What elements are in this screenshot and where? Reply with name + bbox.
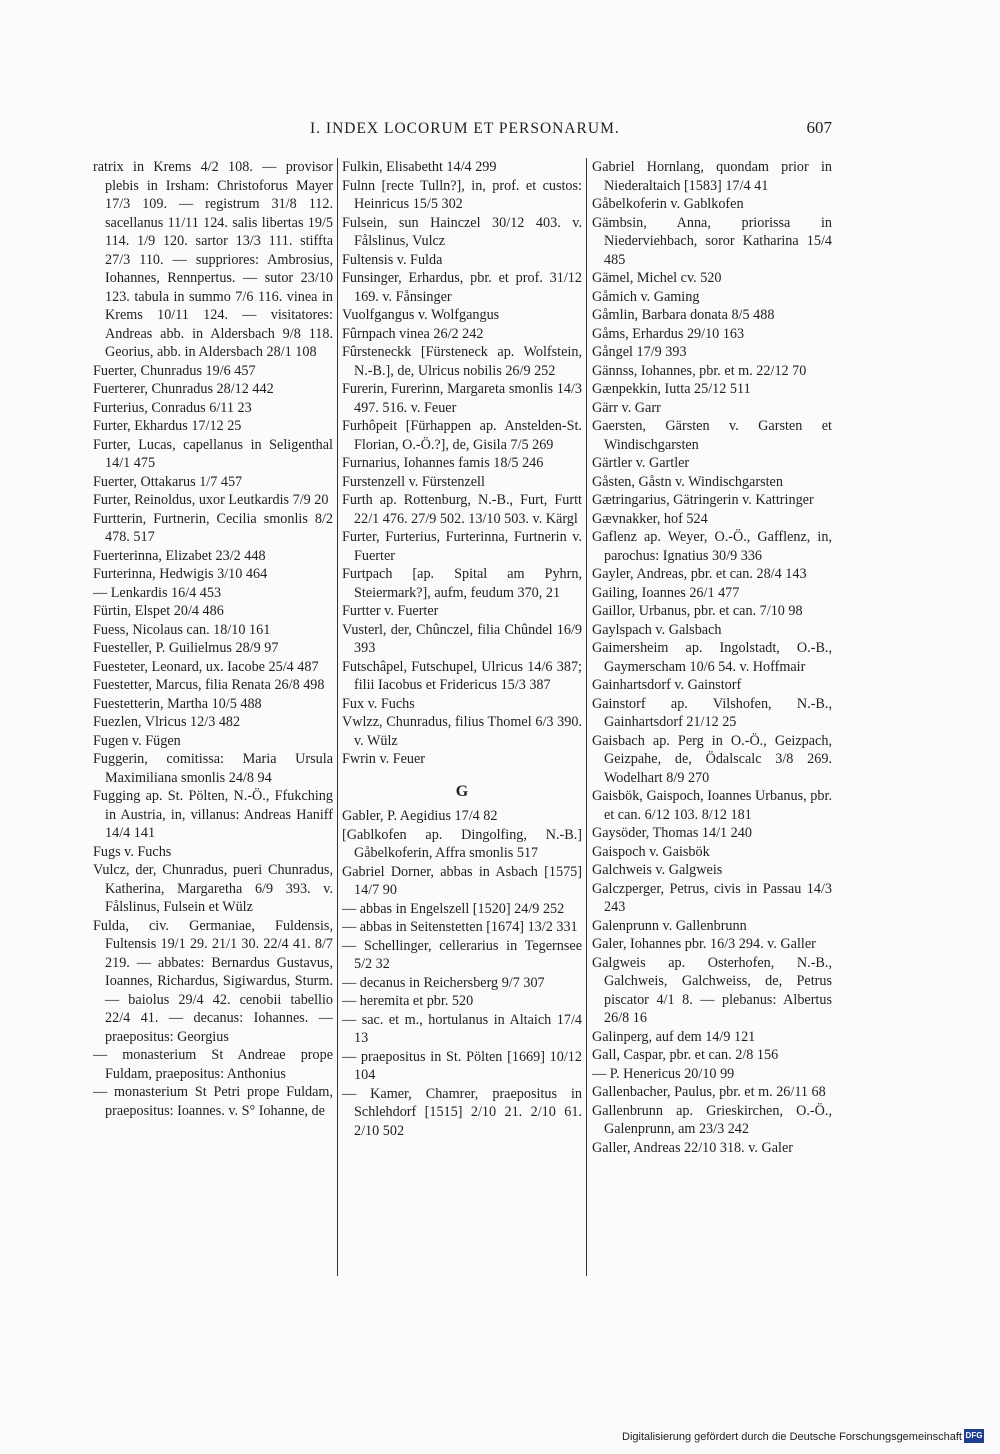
index-entry: Fulnn [recte Tulln?], in, prof. et custos: Heinricus 15/5 302 <box>342 177 582 212</box>
column-divider <box>337 158 338 1276</box>
index-entry: Fulda, civ. Germaniae, Fuldensis, Fultensis 19/1 29. 21/1 30. 22/4 41. 8/7 219. — abbates: Bernardus Gustavus, Ioannes, Richardus, Sigiwardus, Sturm. — baiolus 29/4 42. cenobii tabellio 22/4 41. — decanus: Iohannes. — praepositus: Georgius <box>93 917 333 1045</box>
index-entry: Furstenzell v. Fürstenzell <box>342 473 485 490</box>
index-entry: Furter, Ekhardus 17/12 25 <box>93 418 242 434</box>
index-entry: Galczperger, Petrus, civis in Passau 14/3 243 <box>592 880 832 915</box>
index-entry: Galer, Iohannes pbr. 16/3 294. v. Galler <box>592 936 816 952</box>
footer-credit: Digitalisierung gefördert durch die Deutsche Forschungsgemeinschaft <box>622 1431 962 1443</box>
index-entry: Gaisbach ap. Perg in O.-Ö., Geizpach, Geizpahe, de, Ödalscalc 3/8 269. Wodelhart 8/9 270 <box>592 732 832 786</box>
index-entry: Gailing, Ioannes 26/1 477 <box>592 584 740 601</box>
index-entry: Galgweis ap. Osterhofen, N.-B., Galchweis, Galchweiss, de, Petrus piscator 4/1 8. — plebanus: Albertus 26/8 16 <box>592 954 832 1026</box>
header-title: I. INDEX LOCORUM ET PERSONARUM. <box>310 120 620 137</box>
index-entry: Fux v. Fuchs <box>342 695 415 712</box>
index-entry: Gainhartsdorf v. Gainstorf <box>592 677 742 693</box>
index-entry: Gævnakker, hof 524 <box>592 510 708 527</box>
index-entry: Furnarius, Iohannes famis 18/5 246 <box>342 455 544 471</box>
index-entry: Furter, Lucas, capellanus in Seligenthal 14/1 475 <box>93 436 333 471</box>
running-header <box>92 118 834 144</box>
index-entry: Fûrsteneckk [Fürsteneck ap. Wolfstein, N.-B.], de, Ulricus nobilis 26/9 252 <box>342 344 582 379</box>
index-entry: Fuestetter, Marcus, filia Renata 26/8 498 <box>93 677 325 693</box>
index-entry: Fuesteller, P. Guilielmus 28/9 97 <box>93 640 279 656</box>
index-entry: ratrix in Krems 4/2 108. — provisor plebis in Irsham: Christoforus Mayer 17/3 109. — registrum 31/8 112. sacellanus 11/11 124. salis libertas 19/5 114. 1/9 120. sartor 13/3 111. stiffta 27/3 110. — suppriores: Ambrosius, Iohannes, Rennpertus. — sutor 23/10 123. tabula in summo 7/6 116. vinea in Krems 10/11 124. — visitatores: Andreas abb. in Aldersbach 9/8 118. Georius, abb. in Aldersbach 28/1 108 <box>93 159 333 360</box>
index-entry: — praepositus in St. Pölten [1669] 10/12 104 <box>342 1048 582 1083</box>
index-entry: Galinperg, auf dem 14/9 121 <box>592 1028 756 1045</box>
index-entry: Fuerterer, Chunradus 28/12 442 <box>93 381 274 397</box>
index-entry: Furerin, Furerinn, Margareta smonlis 14/3 497. 516. v. Feuer <box>342 381 582 416</box>
index-entry: — monasterium St Petri prope Fuldam, praepositus: Ioannes. v. S° Iohanne, de <box>93 1084 333 1119</box>
column-divider <box>586 158 587 1276</box>
index-entry: Gayler, Andreas, pbr. et can. 28/4 143 <box>592 566 807 582</box>
index-entry: Gaflenz ap. Weyer, O.-Ö., Gafflenz, in, parochus: Ignatius 30/9 336 <box>592 529 832 564</box>
index-entry: Fugs v. Fuchs <box>93 843 172 860</box>
index-entry: Gåbelkoferin v. Gablkofen <box>592 196 744 212</box>
index-entry: Fugen v. Fügen <box>93 732 181 749</box>
index-entry: Vusterl, der, Chûnczel, filia Chûndel 16/9 393 <box>342 621 582 656</box>
index-entry: Gallenbacher, Paulus, pbr. et m. 26/11 68 <box>592 1084 826 1100</box>
index-entry: Fûrnpach vinea 26/2 242 <box>342 325 484 342</box>
index-entry: Fuerter, Ottakarus 1/7 457 <box>93 473 243 490</box>
index-entry: Gallenbrunn ap. Grieskirchen, O.-Ö., Galenprunn, am 23/3 242 <box>592 1102 832 1137</box>
index-entry: Gall, Caspar, pbr. et can. 2/8 156 <box>592 1047 779 1063</box>
index-entry: — decanus in Reichersberg 9/7 307 <box>342 974 545 991</box>
index-entry: Gaersten, Gärsten v. Garsten et Windischgarsten <box>592 418 832 453</box>
index-entry: Furtpach [ap. Spital am Pyhrn, Steiermark?], aufm, feudum 370, 21 <box>342 566 582 601</box>
index-entry: Gåmich v. Gaming <box>592 288 700 305</box>
index-entry: Fuesteter, Leonard, ux. Iacobe 25/4 487 <box>93 658 319 675</box>
index-entry: Furter, Reinoldus, uxor Leutkardis 7/9 20 <box>93 492 329 508</box>
index-entry: [Gablkofen ap. Dingolfing, N.-B.] Gåbelkoferin, Affra smonlis 517 <box>342 826 582 861</box>
index-entry: Gåms, Erhardus 29/10 163 <box>592 325 745 342</box>
index-entry: Vuolfgangus v. Wolfgangus <box>342 307 500 323</box>
index-entry: — sac. et m., hortulanus in Altaich 17/4 13 <box>342 1011 582 1046</box>
index-entry: Vwlzz, Chunradus, filius Thomel 6/3 390. v. Wülz <box>342 714 582 749</box>
index-column-3 <box>592 158 832 1278</box>
index-entry: Fulsein, sun Hainczel 30/12 403. v. Fålslinus, Vulcz <box>342 214 582 249</box>
section-letter-heading: G <box>455 782 469 800</box>
index-entry: Galchweis v. Galgweis <box>592 862 723 878</box>
index-entry: Gaylspach v. Galsbach <box>592 621 722 638</box>
index-entry: Fuezlen, Vlricus 12/3 482 <box>93 714 241 730</box>
index-entry: Gaillor, Urbanus, pbr. et can. 7/10 98 <box>592 603 803 619</box>
index-entry: Furterinna, Hedwigis 3/10 464 <box>93 566 268 582</box>
index-entry: Fuerterinna, Elizabet 23/2 448 <box>93 547 266 564</box>
index-entry: Funsinger, Erhardus, pbr. et prof. 31/12 169. v. Fånsinger <box>342 270 582 305</box>
index-column-1 <box>93 158 333 1278</box>
index-entry: Fulkin, Elisabetht 14/4 299 <box>342 159 497 175</box>
index-entry: Fwrin v. Feuer <box>342 751 426 767</box>
index-column-2 <box>342 158 582 1278</box>
index-entry: Gaysöder, Thomas 14/1 240 <box>592 825 752 841</box>
index-entry: Furhôpeit [Fürhappen ap. Anstelden-St. Florian, O.-Ö.?], de, Gisila 7/5 269 <box>342 418 582 453</box>
index-entry: Gaispoch v. Gaisbök <box>592 843 710 860</box>
index-entry: Fürtin, Elspet 20/4 486 <box>93 603 224 619</box>
index-entry: Gännss, Iohannes, pbr. et m. 22/12 70 <box>592 362 807 379</box>
index-entry: Gainstorf ap. Vilshofen, N.-B., Gainhartsdorf 21/12 25 <box>592 695 832 730</box>
index-entry: Furth ap. Rottenburg, N.-B., Furt, Furtt 22/1 476. 27/9 502. 13/10 503. v. Kärgl <box>342 492 582 527</box>
index-columns <box>93 158 837 1278</box>
index-entry: Gåsten, Gåstn v. Windischgarsten <box>592 473 783 490</box>
index-entry: Fuerter, Chunradus 19/6 457 <box>93 362 256 379</box>
index-entry: — abbas in Engelszell [1520] 24/9 252 <box>342 900 565 917</box>
index-entry: Gabriel Hornlang, quondam prior in Niederaltaich [1583] 17/4 41 <box>592 159 832 194</box>
index-entry: Furtterin, Furtnerin, Cecilia smonlis 8/2 478. 517 <box>93 510 333 545</box>
index-entry: Gämbsin, Anna, priorissa in Niederviehbach, soror Katharina 15/4 485 <box>592 214 832 268</box>
index-entry: Gaisbök, Gaispoch, Ioannes Urbanus, pbr. et can. 6/12 103. 8/12 181 <box>592 788 832 823</box>
index-entry: Galler, Andreas 22/10 318. v. Galer <box>592 1139 794 1156</box>
index-entry: Furter, Furterius, Furterinna, Furtnerin v. Fuerter <box>342 529 582 564</box>
index-entry: Fugging ap. St. Pölten, N.-Ö., Ffukching in Austria, in, villanus: Andreas Haniff 14/4 141 <box>93 788 333 841</box>
index-entry: Vulcz, der, Chunradus, pueri Chunradus, Katherina, Margaretha 6/9 393. v. Fålslinus, Fulsein et Wülz <box>93 862 333 915</box>
index-entry: Fuess, Nicolaus can. 18/10 161 <box>93 621 271 638</box>
index-entry: Gætringarius, Gätringerin v. Kattringer <box>592 492 814 508</box>
index-entry: — P. Henericus 20/10 99 <box>592 1065 735 1082</box>
index-entry: — Lenkardis 16/4 453 <box>93 584 222 601</box>
index-entry: — monasterium St Andreae prope Fuldam, praepositus: Anthonius <box>93 1047 333 1082</box>
index-entry: — heremita et pbr. 520 <box>342 993 474 1009</box>
index-entry: Gænpekkin, Iutta 25/12 511 <box>592 381 751 397</box>
index-entry: Gaimersheim ap. Ingolstadt, O.-B., Gaymerscham 10/6 54. v. Hoffmair <box>592 640 832 675</box>
index-entry: Gabler, P. Aegidius 17/4 82 <box>342 808 498 824</box>
index-entry: Fultensis v. Fulda <box>342 251 443 268</box>
index-entry: Gångel 17/9 393 <box>592 344 687 360</box>
index-entry: Furtter v. Fuerter <box>342 603 439 619</box>
index-entry: — Kamer, Chamrer, praepositus in Schlehdorf [1515] 2/10 21. 2/10 61. 2/10 502 <box>342 1085 582 1139</box>
index-entry: Gärr v. Garr <box>592 399 661 416</box>
page-number: 607 <box>806 118 832 137</box>
index-entry: — abbas in Seitenstetten [1674] 13/2 331 <box>342 919 578 935</box>
index-entry: Gämel, Michel cv. 520 <box>592 270 722 286</box>
index-entry: Furterius, Conradus 6/11 23 <box>93 399 252 416</box>
dfg-logo: DFG <box>964 1429 984 1443</box>
index-entry: Galenprunn v. Gallenbrunn <box>592 917 747 934</box>
index-entry: Gåmlin, Barbara donata 8/5 488 <box>592 307 775 323</box>
index-entry: Futschâpel, Futschupel, Ulricus 14/6 387; filii Iacobus et Fridericus 15/3 387 <box>342 658 582 693</box>
index-entry: Gärtler v. Gartler <box>592 455 690 471</box>
index-entry: Gabriel Dorner, abbas in Asbach [1575] 14/7 90 <box>342 863 582 898</box>
index-entry: — Schellinger, cellerarius in Tegernsee 5/2 32 <box>342 937 582 972</box>
index-entry: Fuestetterin, Martha 10/5 488 <box>93 695 262 712</box>
index-entry: Fuggerin, comitissa: Maria Ursula Maximiliana smonlis 24/8 94 <box>93 751 333 786</box>
